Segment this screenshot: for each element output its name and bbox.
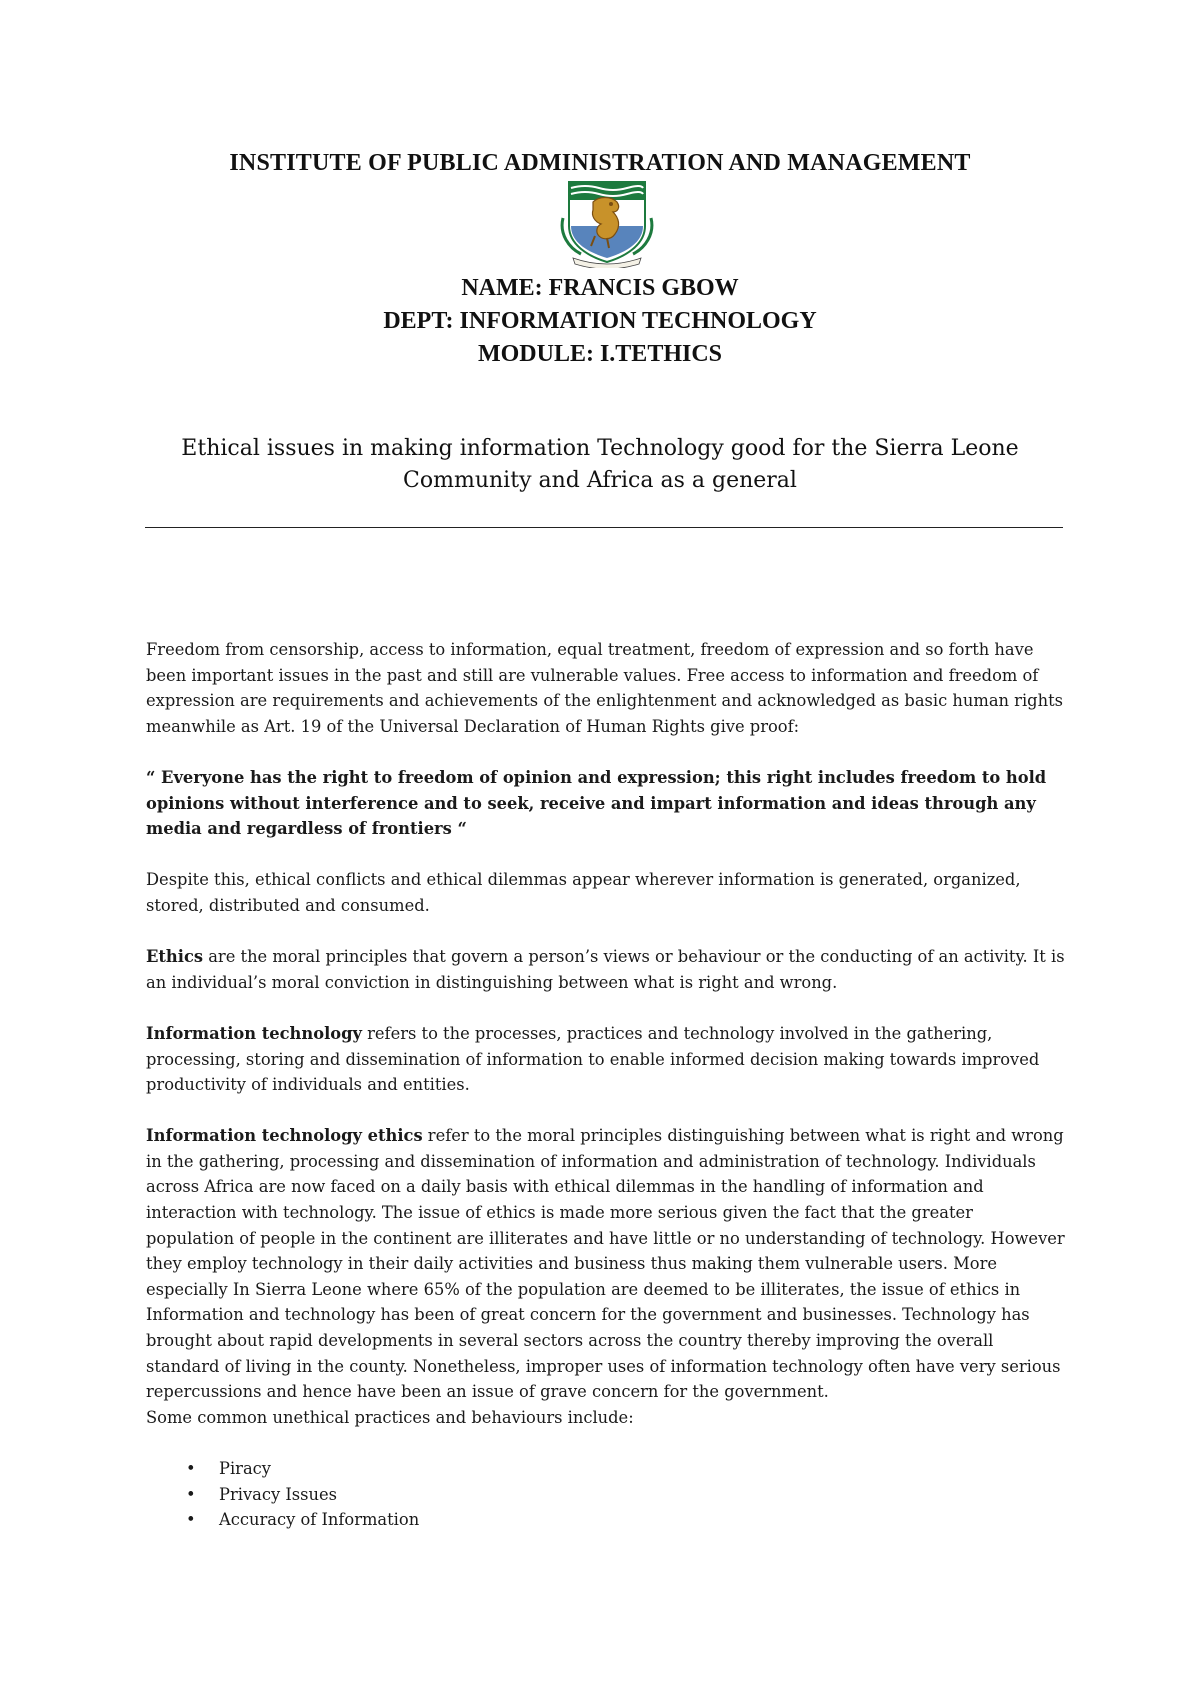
it-ethics-definition xyxy=(146,1123,1066,1405)
student-identification xyxy=(0,272,1200,371)
bullet-icon: • xyxy=(186,1510,196,1530)
module-name: MODULE: I.TETHICS xyxy=(477,341,723,367)
ethics-definition-text: are the moral principles that govern a person’s views or behaviour or the conducting of an activity. It is an individual’s moral conviction in distinguishing between what is right and wrong. xyxy=(146,947,1065,992)
title-divider xyxy=(145,527,1063,528)
list-item-label: Privacy Issues xyxy=(219,1484,337,1504)
essay-body xyxy=(146,637,1066,1533)
essay-title-line-2: Community and Africa as a general xyxy=(403,468,797,493)
ethics-term: Ethics xyxy=(146,947,204,967)
bullet-icon: • xyxy=(186,1484,196,1504)
student-department: DEPT: INFORMATION TECHNOLOGY xyxy=(383,308,817,334)
it-ethics-term: Information technology ethics xyxy=(146,1126,423,1146)
list-item xyxy=(146,1482,1066,1508)
udhr-quote: “ Everyone has the right to freedom of opinion and expression; this right includes freedom to hold opinions without interference and to seek, receive and impart information and ideas through any media and regardless of frontiers “ xyxy=(146,767,1047,839)
ethics-definition xyxy=(146,944,1066,995)
intro-paragraph: Freedom from censorship, access to information, equal treatment, freedom of expression and so forth have been important issues in the past and still are vulnerable values. Free access to information and freedom of expression are requirements and achievements of the enlightenment and acknowledged as basic human rights meanwhile as Art. 19 of the Universal Declaration of Human Rights give proof: xyxy=(146,640,1063,736)
list-item-label: Accuracy of Information xyxy=(219,1510,420,1530)
list-item xyxy=(146,1456,1066,1482)
it-ethics-definition-text: refer to the moral principles distinguishing between what is right and wrong in the gathering, processing and dissemination of information and administration of technology. Individuals across Africa are now faced on a daily basis with ethical dilemmas in the handling of information and interaction with technology. The issue of ethics is made more serious given the fact that the greater population of people in the continent are illiterates and have little or no understanding of technology. However they employ technology in their daily activities and business thus making them vulnerable users. More especially In Sierra Leone where 65% of the population are deemed to be illiterates, the issue of ethics in Information and technology has been of great concern for the government and businesses. Technology has brought about rapid developments in several sectors across the country thereby improving the overall standard of living in the county. Nonetheless, improper uses of information technology often have very serious repercussions and hence have been an issue of grave concern for the government. xyxy=(146,1126,1065,1402)
essay-title-line-1: Ethical issues in making information Technology good for the Sierra Leone xyxy=(181,436,1019,461)
list-item xyxy=(146,1507,1066,1533)
practices-list xyxy=(146,1456,1066,1533)
practices-intro: Some common unethical practices and behaviours include: xyxy=(146,1407,634,1427)
it-term: Information technology xyxy=(146,1023,362,1043)
list-item-label: Piracy xyxy=(219,1459,271,1478)
it-definition-text: refers to the processes, practices and technology involved in the gathering, processing, storing and dissemination of information to enable informed decision making towards improved productivity of individuals and entities. xyxy=(146,1023,1040,1095)
it-definition xyxy=(146,1021,1066,1098)
despite-paragraph: Despite this, ethical conflicts and ethical dilemmas appear wherever information is generated, organized, stored, distributed and consumed. xyxy=(146,870,1021,915)
institute-crest-icon xyxy=(555,178,659,268)
institute-title: INSTITUTE OF PUBLIC ADMINISTRATION AND MANAGEMENT xyxy=(229,150,971,176)
essay-title xyxy=(0,433,1200,497)
student-name: NAME: FRANCIS GBOW xyxy=(461,275,739,301)
bullet-icon: • xyxy=(186,1459,196,1478)
